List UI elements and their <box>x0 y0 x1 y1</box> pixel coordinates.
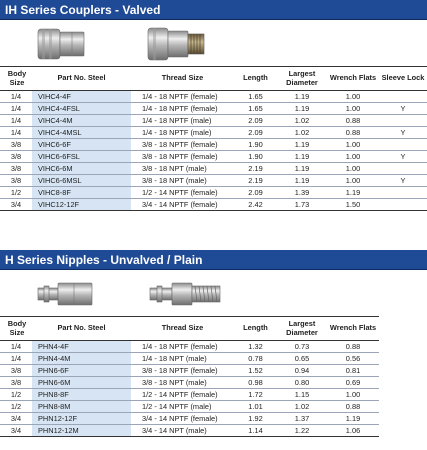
length-cell: 1.14 <box>234 425 277 437</box>
wrench-flats-cell: 0.69 <box>327 377 379 389</box>
length-cell: 0.78 <box>234 353 277 365</box>
length-cell: 1.65 <box>234 91 277 103</box>
largest-diameter-cell: 1.19 <box>277 163 327 175</box>
wrench-flats-cell: 0.88 <box>327 127 379 139</box>
length-cell: 2.19 <box>234 163 277 175</box>
thread-size-cell: 1/4 - 18 NPTF (female) <box>131 341 234 353</box>
wrench-flats-cell: 1.00 <box>327 389 379 401</box>
col-thread-size: Thread Size <box>131 317 234 341</box>
largest-diameter-cell: 1.19 <box>277 175 327 187</box>
part-number-cell: VIHC8-8F <box>32 187 131 199</box>
largest-diameter-cell: 1.19 <box>277 91 327 103</box>
table-row <box>0 353 427 365</box>
length-cell: 2.09 <box>234 127 277 139</box>
part-number-cell: VIHC6-6F <box>32 139 131 151</box>
length-cell: 2.09 <box>234 115 277 127</box>
largest-diameter-cell: 1.02 <box>277 401 327 413</box>
wrench-flats-cell: 1.00 <box>327 91 379 103</box>
wrench-flats-cell: 0.56 <box>327 353 379 365</box>
sleeve-lock-cell: Y <box>379 103 427 115</box>
sleeve-lock-cell <box>379 139 427 151</box>
nipples-table <box>0 316 427 437</box>
col-wrench-flats: Wrench Flats <box>327 317 379 341</box>
body-size-cell: 1/4 <box>0 115 32 127</box>
body-size-cell: 3/4 <box>0 425 32 437</box>
largest-diameter-cell: 0.94 <box>277 365 327 377</box>
table-row <box>0 115 427 127</box>
nipples-section <box>0 250 427 437</box>
part-number-cell: PHN8-8F <box>32 389 131 401</box>
col-thread-size: Thread Size <box>131 67 234 91</box>
empty-cell <box>379 377 427 389</box>
empty-cell <box>379 389 427 401</box>
part-number-cell: VIHC6-6MSL <box>32 175 131 187</box>
sleeve-lock-cell <box>379 163 427 175</box>
largest-diameter-cell: 1.02 <box>277 115 327 127</box>
length-cell: 1.90 <box>234 151 277 163</box>
part-number-cell: VIHC4-4MSL <box>32 127 131 139</box>
largest-diameter-cell: 1.19 <box>277 151 327 163</box>
wrench-flats-cell: 1.00 <box>327 175 379 187</box>
col-length: Length <box>234 67 277 91</box>
part-number-cell: VIHC6-6M <box>32 163 131 175</box>
empty-cell <box>379 425 427 437</box>
body-size-cell: 3/8 <box>0 377 32 389</box>
length-cell: 1.32 <box>234 341 277 353</box>
largest-diameter-cell: 1.02 <box>277 127 327 139</box>
body-size-cell: 1/2 <box>0 401 32 413</box>
couplers-photo-row <box>0 20 427 66</box>
body-size-cell: 1/2 <box>0 187 32 199</box>
length-cell: 2.09 <box>234 187 277 199</box>
male-nipple-image <box>148 275 224 313</box>
couplers-table <box>0 66 427 211</box>
body-size-cell: 3/8 <box>0 151 32 163</box>
sleeve-lock-cell: Y <box>379 151 427 163</box>
part-number-cell: PHN4-4M <box>32 353 131 365</box>
col-body-size: Body Size <box>0 67 32 91</box>
thread-size-cell: 3/8 - 18 NPTF (female) <box>131 365 234 377</box>
wrench-flats-cell: 1.06 <box>327 425 379 437</box>
part-number-cell: PHN8-8M <box>32 401 131 413</box>
thread-size-cell: 3/8 - 18 NPTF (female) <box>131 151 234 163</box>
sleeve-lock-cell <box>379 91 427 103</box>
table-row <box>0 163 427 175</box>
col-length: Length <box>234 317 277 341</box>
part-number-cell: VIHC6-6FSL <box>32 151 131 163</box>
sleeve-lock-cell: Y <box>379 175 427 187</box>
table-row <box>0 365 427 377</box>
length-cell: 1.90 <box>234 139 277 151</box>
thread-size-cell: 1/2 - 14 NPTF (female) <box>131 389 234 401</box>
nipples-title: H Series Nipples - Unvalved / Plain <box>0 250 427 270</box>
thread-size-cell: 1/4 - 18 NPTF (male) <box>131 115 234 127</box>
largest-diameter-cell: 1.39 <box>277 187 327 199</box>
thread-size-cell: 1/2 - 14 NPTF (male) <box>131 401 234 413</box>
part-number-cell: PHN12-12M <box>32 425 131 437</box>
wrench-flats-cell: 0.88 <box>327 115 379 127</box>
body-size-cell: 1/4 <box>0 353 32 365</box>
table-row <box>0 103 427 115</box>
largest-diameter-cell: 1.15 <box>277 389 327 401</box>
table-row <box>0 389 427 401</box>
nipples-header-row <box>0 317 427 341</box>
table-row <box>0 401 427 413</box>
largest-diameter-cell: 0.65 <box>277 353 327 365</box>
length-cell: 1.92 <box>234 413 277 425</box>
wrench-flats-cell: 1.19 <box>327 187 379 199</box>
female-coupler-image <box>36 25 86 63</box>
col-part-no: Part No. Steel <box>32 67 131 91</box>
length-cell: 2.19 <box>234 175 277 187</box>
thread-size-cell: 1/4 - 18 NPTF (female) <box>131 91 234 103</box>
male-coupler-image <box>146 25 206 63</box>
col-part-no: Part No. Steel <box>32 317 131 341</box>
table-row <box>0 187 427 199</box>
empty-cell <box>379 341 427 353</box>
female-nipple-image <box>36 275 96 313</box>
length-cell: 1.01 <box>234 401 277 413</box>
largest-diameter-cell: 1.22 <box>277 425 327 437</box>
wrench-flats-cell: 1.19 <box>327 413 379 425</box>
table-row <box>0 413 427 425</box>
body-size-cell: 1/4 <box>0 341 32 353</box>
wrench-flats-cell: 1.50 <box>327 199 379 211</box>
body-size-cell: 3/4 <box>0 413 32 425</box>
wrench-flats-cell: 1.00 <box>327 163 379 175</box>
body-size-cell: 3/4 <box>0 199 32 211</box>
sleeve-lock-cell: Y <box>379 127 427 139</box>
body-size-cell: 3/8 <box>0 365 32 377</box>
largest-diameter-cell: 0.80 <box>277 377 327 389</box>
couplers-title: IH Series Couplers - Valved <box>0 0 427 20</box>
thread-size-cell: 3/8 - 18 NPT (male) <box>131 175 234 187</box>
thread-size-cell: 1/2 - 14 NPTF (female) <box>131 187 234 199</box>
length-cell: 0.98 <box>234 377 277 389</box>
thread-size-cell: 1/4 - 18 NPTF (male) <box>131 127 234 139</box>
part-number-cell: PHN4-4F <box>32 341 131 353</box>
nipples-table-body <box>0 341 427 437</box>
thread-size-cell: 3/8 - 18 NPT (male) <box>131 377 234 389</box>
part-number-cell: VIHC12-12F <box>32 199 131 211</box>
largest-diameter-cell: 0.73 <box>277 341 327 353</box>
thread-size-cell: 3/4 - 14 NPTF (female) <box>131 199 234 211</box>
body-size-cell: 1/4 <box>0 103 32 115</box>
thread-size-cell: 3/8 - 18 NPTF (female) <box>131 139 234 151</box>
table-row <box>0 127 427 139</box>
thread-size-cell: 3/8 - 18 NPT (male) <box>131 163 234 175</box>
nipples-photo-row <box>0 270 427 316</box>
empty-cell <box>379 353 427 365</box>
table-row <box>0 199 427 211</box>
col-empty <box>379 317 427 341</box>
table-row <box>0 377 427 389</box>
body-size-cell: 1/4 <box>0 91 32 103</box>
col-largest-diameter: Largest Diameter <box>277 67 327 91</box>
part-number-cell: PHN6-6M <box>32 377 131 389</box>
wrench-flats-cell: 0.88 <box>327 401 379 413</box>
length-cell: 1.52 <box>234 365 277 377</box>
sleeve-lock-cell <box>379 199 427 211</box>
body-size-cell: 3/8 <box>0 175 32 187</box>
couplers-header-row <box>0 67 427 91</box>
body-size-cell: 1/4 <box>0 127 32 139</box>
body-size-cell: 3/8 <box>0 139 32 151</box>
part-number-cell: VIHC4-4F <box>32 91 131 103</box>
largest-diameter-cell: 1.73 <box>277 199 327 211</box>
empty-cell <box>379 413 427 425</box>
thread-size-cell: 3/4 - 14 NPT (male) <box>131 425 234 437</box>
length-cell: 2.42 <box>234 199 277 211</box>
col-wrench-flats: Wrench Flats <box>327 67 379 91</box>
col-largest-diameter: Largest Diameter <box>277 317 327 341</box>
part-number-cell: VIHC4-4M <box>32 115 131 127</box>
table-row <box>0 425 427 437</box>
largest-diameter-cell: 1.37 <box>277 413 327 425</box>
couplers-table-body <box>0 91 427 211</box>
table-row <box>0 175 427 187</box>
table-row <box>0 139 427 151</box>
length-cell: 1.72 <box>234 389 277 401</box>
part-number-cell: VIHC4-4FSL <box>32 103 131 115</box>
table-row <box>0 341 427 353</box>
body-size-cell: 3/8 <box>0 163 32 175</box>
body-size-cell: 1/2 <box>0 389 32 401</box>
couplers-section <box>0 0 427 211</box>
thread-size-cell: 1/4 - 18 NPTF (female) <box>131 103 234 115</box>
sleeve-lock-cell <box>379 187 427 199</box>
largest-diameter-cell: 1.19 <box>277 103 327 115</box>
empty-cell <box>379 365 427 377</box>
wrench-flats-cell: 1.00 <box>327 151 379 163</box>
empty-cell <box>379 401 427 413</box>
wrench-flats-cell: 1.00 <box>327 139 379 151</box>
col-sleeve-lock: Sleeve Lock <box>379 67 427 91</box>
wrench-flats-cell: 0.81 <box>327 365 379 377</box>
thread-size-cell: 3/4 - 14 NPTF (female) <box>131 413 234 425</box>
table-row <box>0 91 427 103</box>
part-number-cell: PHN6-6F <box>32 365 131 377</box>
wrench-flats-cell: 1.00 <box>327 103 379 115</box>
wrench-flats-cell: 0.88 <box>327 341 379 353</box>
sleeve-lock-cell <box>379 115 427 127</box>
largest-diameter-cell: 1.19 <box>277 139 327 151</box>
length-cell: 1.65 <box>234 103 277 115</box>
part-number-cell: PHN12-12F <box>32 413 131 425</box>
col-body-size: Body Size <box>0 317 32 341</box>
thread-size-cell: 1/4 - 18 NPT (male) <box>131 353 234 365</box>
table-row <box>0 151 427 163</box>
